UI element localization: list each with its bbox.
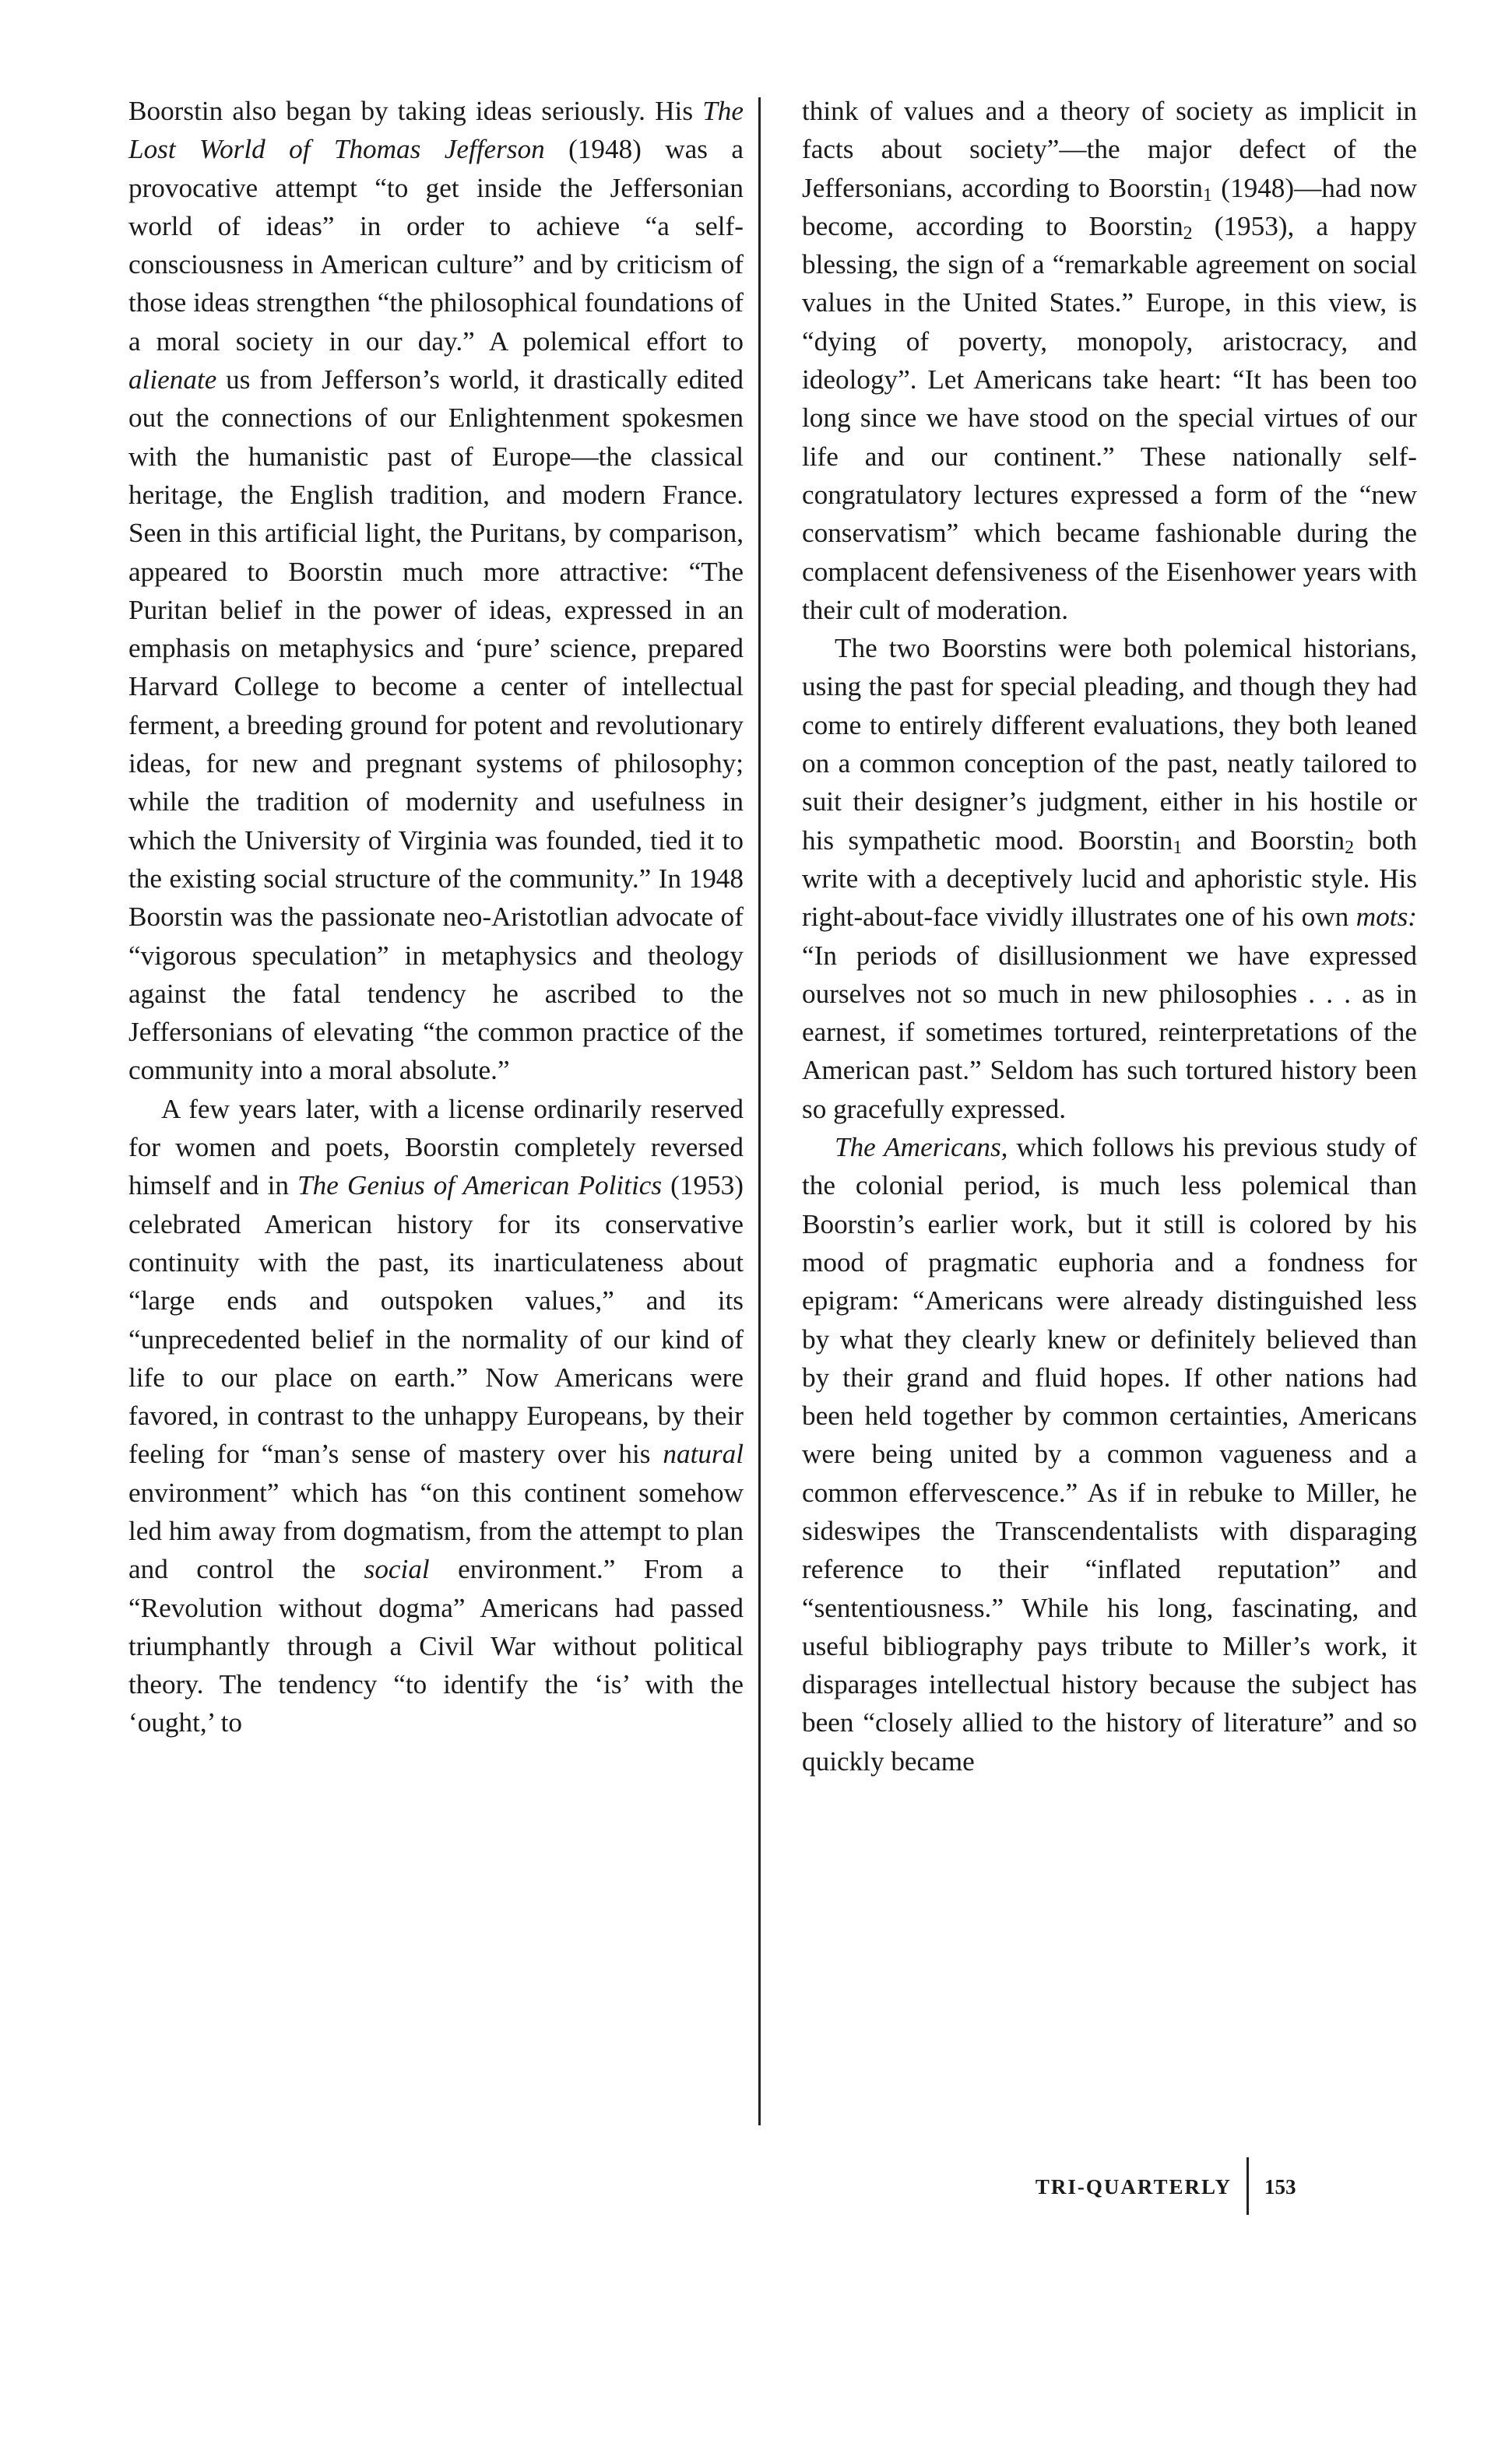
text-run: A few years later, with a license ordinarily reserved for women and poets, Boorstin completely reversed himself and in	[128, 1093, 744, 1201]
subscript: 1	[1203, 185, 1212, 206]
text-run: (1953) celebrated American history for its conservative continuity with the past, its inarticulateness about “large ends and outspoken values,” and its “unprecedented belief in the normality of our kind of life to our place on earth.” Now Americans were favored, in contrast to the unhappy Europeans, by their feeling for “man’s sense of mastery over his	[128, 1170, 744, 1470]
subscript: 2	[1183, 223, 1193, 244]
text-run: which follows his previous study of the colonial period, is much less polemical than Boorstin’s earlier work, but it still is colored by his mood of pragmatic euphoria and a fondness for epigram: “Americans were already distinguished less by what they clearly knew or definitely believed than by their grand and fluid hopes. If other nations had been held together by common certainties, Americans were being united by a common vagueness and a common effervescence.” As if in rebuke to Miller, he sideswipes the Transcendentalists with disparaging reference to their “inflated reputation” and “sententiousness.” While his long, fascinating, and useful bibliography pays tribute to Miller’s work, it disparages intellectual history because the subject has been “closely allied to the history of literature” and so quickly became	[802, 1132, 1417, 1777]
emphasis: social	[364, 1554, 430, 1585]
page-footer	[0, 2168, 1512, 2206]
emphasis: alienate	[128, 364, 217, 395]
journal-name: TRI-QUARTERLY	[1035, 2175, 1232, 2199]
text-run: (1948)—had now become, according to Boorstin	[802, 172, 1417, 241]
page-number: 153	[1264, 2175, 1296, 2199]
text-run: environment” which has “on this continent somehow led him away from dogmatism, from the attempt to plan and control the	[128, 1477, 744, 1585]
text-run: think of values and a theory of society as implicit in facts about society”—the major defect of the Jeffersonians, according to Boorstin	[802, 96, 1417, 203]
text-run: The two Boorstins were both polemical historians, using the past for special pleading, and though they had come to entirely different evaluations, they both leaned on a common conception of the past, neatly tailored to suit their designer’s judgment, either in his hostile or his sympathetic mood. Boorstin	[802, 633, 1417, 856]
right-column	[802, 92, 1417, 1780]
paragraph	[802, 1128, 1417, 1780]
emphasis: mots:	[1356, 902, 1417, 933]
subscript: 2	[1345, 837, 1355, 858]
paragraph	[128, 92, 744, 1090]
text-run: (1948) was a provocative attempt “to get inside the Jeffersonian world of ideas” in order to achieve “a self-consciousness in American culture” and by criticism of those ideas strengthen “the philosophical foundations of a moral society in our day.” A polemical effort to	[128, 134, 744, 357]
paragraph	[128, 1090, 744, 1742]
paragraph	[802, 92, 1417, 629]
text-run: environment.” From a “Revolution without dogma” Americans had passed triumphantly through a Civil War without political theory. The tendency “to identify the ‘is’ with the ‘ought,’ to	[128, 1554, 744, 1738]
left-column	[128, 92, 744, 1742]
text-run: “In periods of disillusionment we have expressed ourselves not so much in new philosophies . . . as in earnest, if sometimes tortured, reinterpretations of the American past.” Seldom has such tortured history been so gracefully expressed.	[802, 940, 1417, 1124]
book-title: The Genius of American Politics	[297, 1170, 663, 1201]
footer-divider	[1247, 2157, 1249, 2215]
text-run: us from Jefferson’s world, it drastically edited out the connections of our Enlightenment spokesmen with the humanistic past of Europe—the classical heritage, the English tradition, and modern France. Seen in this artificial light, the Puritans, by comparison, appeared to Boorstin much more attractive: “The Puritan belief in the power of ideas, expressed in an emphasis on metaphysics and ‘pure’ science, prepared Harvard College to become a center of intellectual ferment, a breeding ground for potent and revolutionary ideas, for new and pregnant systems of philosophy; while the tradition of modernity and usefulness in which the University of Virginia was founded, tied it to the existing social structure of the community.” In 1948 Boorstin was the passionate neo-Aristotlian advocate of “vigorous speculation” in metaphysics and theology against the fatal tendency he ascribed to the Jeffersonians of elevating “the common practice of the community into a moral absolute.”	[128, 364, 744, 1086]
text-run: and Boorstin	[1182, 824, 1345, 856]
subscript: 1	[1173, 837, 1183, 858]
column-divider	[758, 97, 761, 2125]
book-title: The Lost World of Thomas Jefferson	[128, 96, 744, 165]
paragraph	[802, 629, 1417, 1128]
text-run: (1953), a happy blessing, the sign of a “remarkable agreement on social values in the United States.” Europe, in this view, is “dying of poverty, monopoly, aristocracy, and ideology”. Let Americans take heart: “It has been too long since we have stood on the special virtues of our life and our continent.” These nationally self-congratulatory lectures expressed a form of the “new conservatism” which became fashionable during the complacent defensiveness of the Eisenhower years with their cult of moderation.	[802, 210, 1418, 625]
book-title: The Americans,	[835, 1132, 1008, 1163]
text-run: Boorstin also began by taking ideas seriously. His	[128, 96, 703, 126]
text-run: both write with a deceptively lucid and aphoristic style. His right-about-face vividly illustrates one of his own	[802, 824, 1417, 933]
emphasis: natural	[663, 1439, 744, 1470]
